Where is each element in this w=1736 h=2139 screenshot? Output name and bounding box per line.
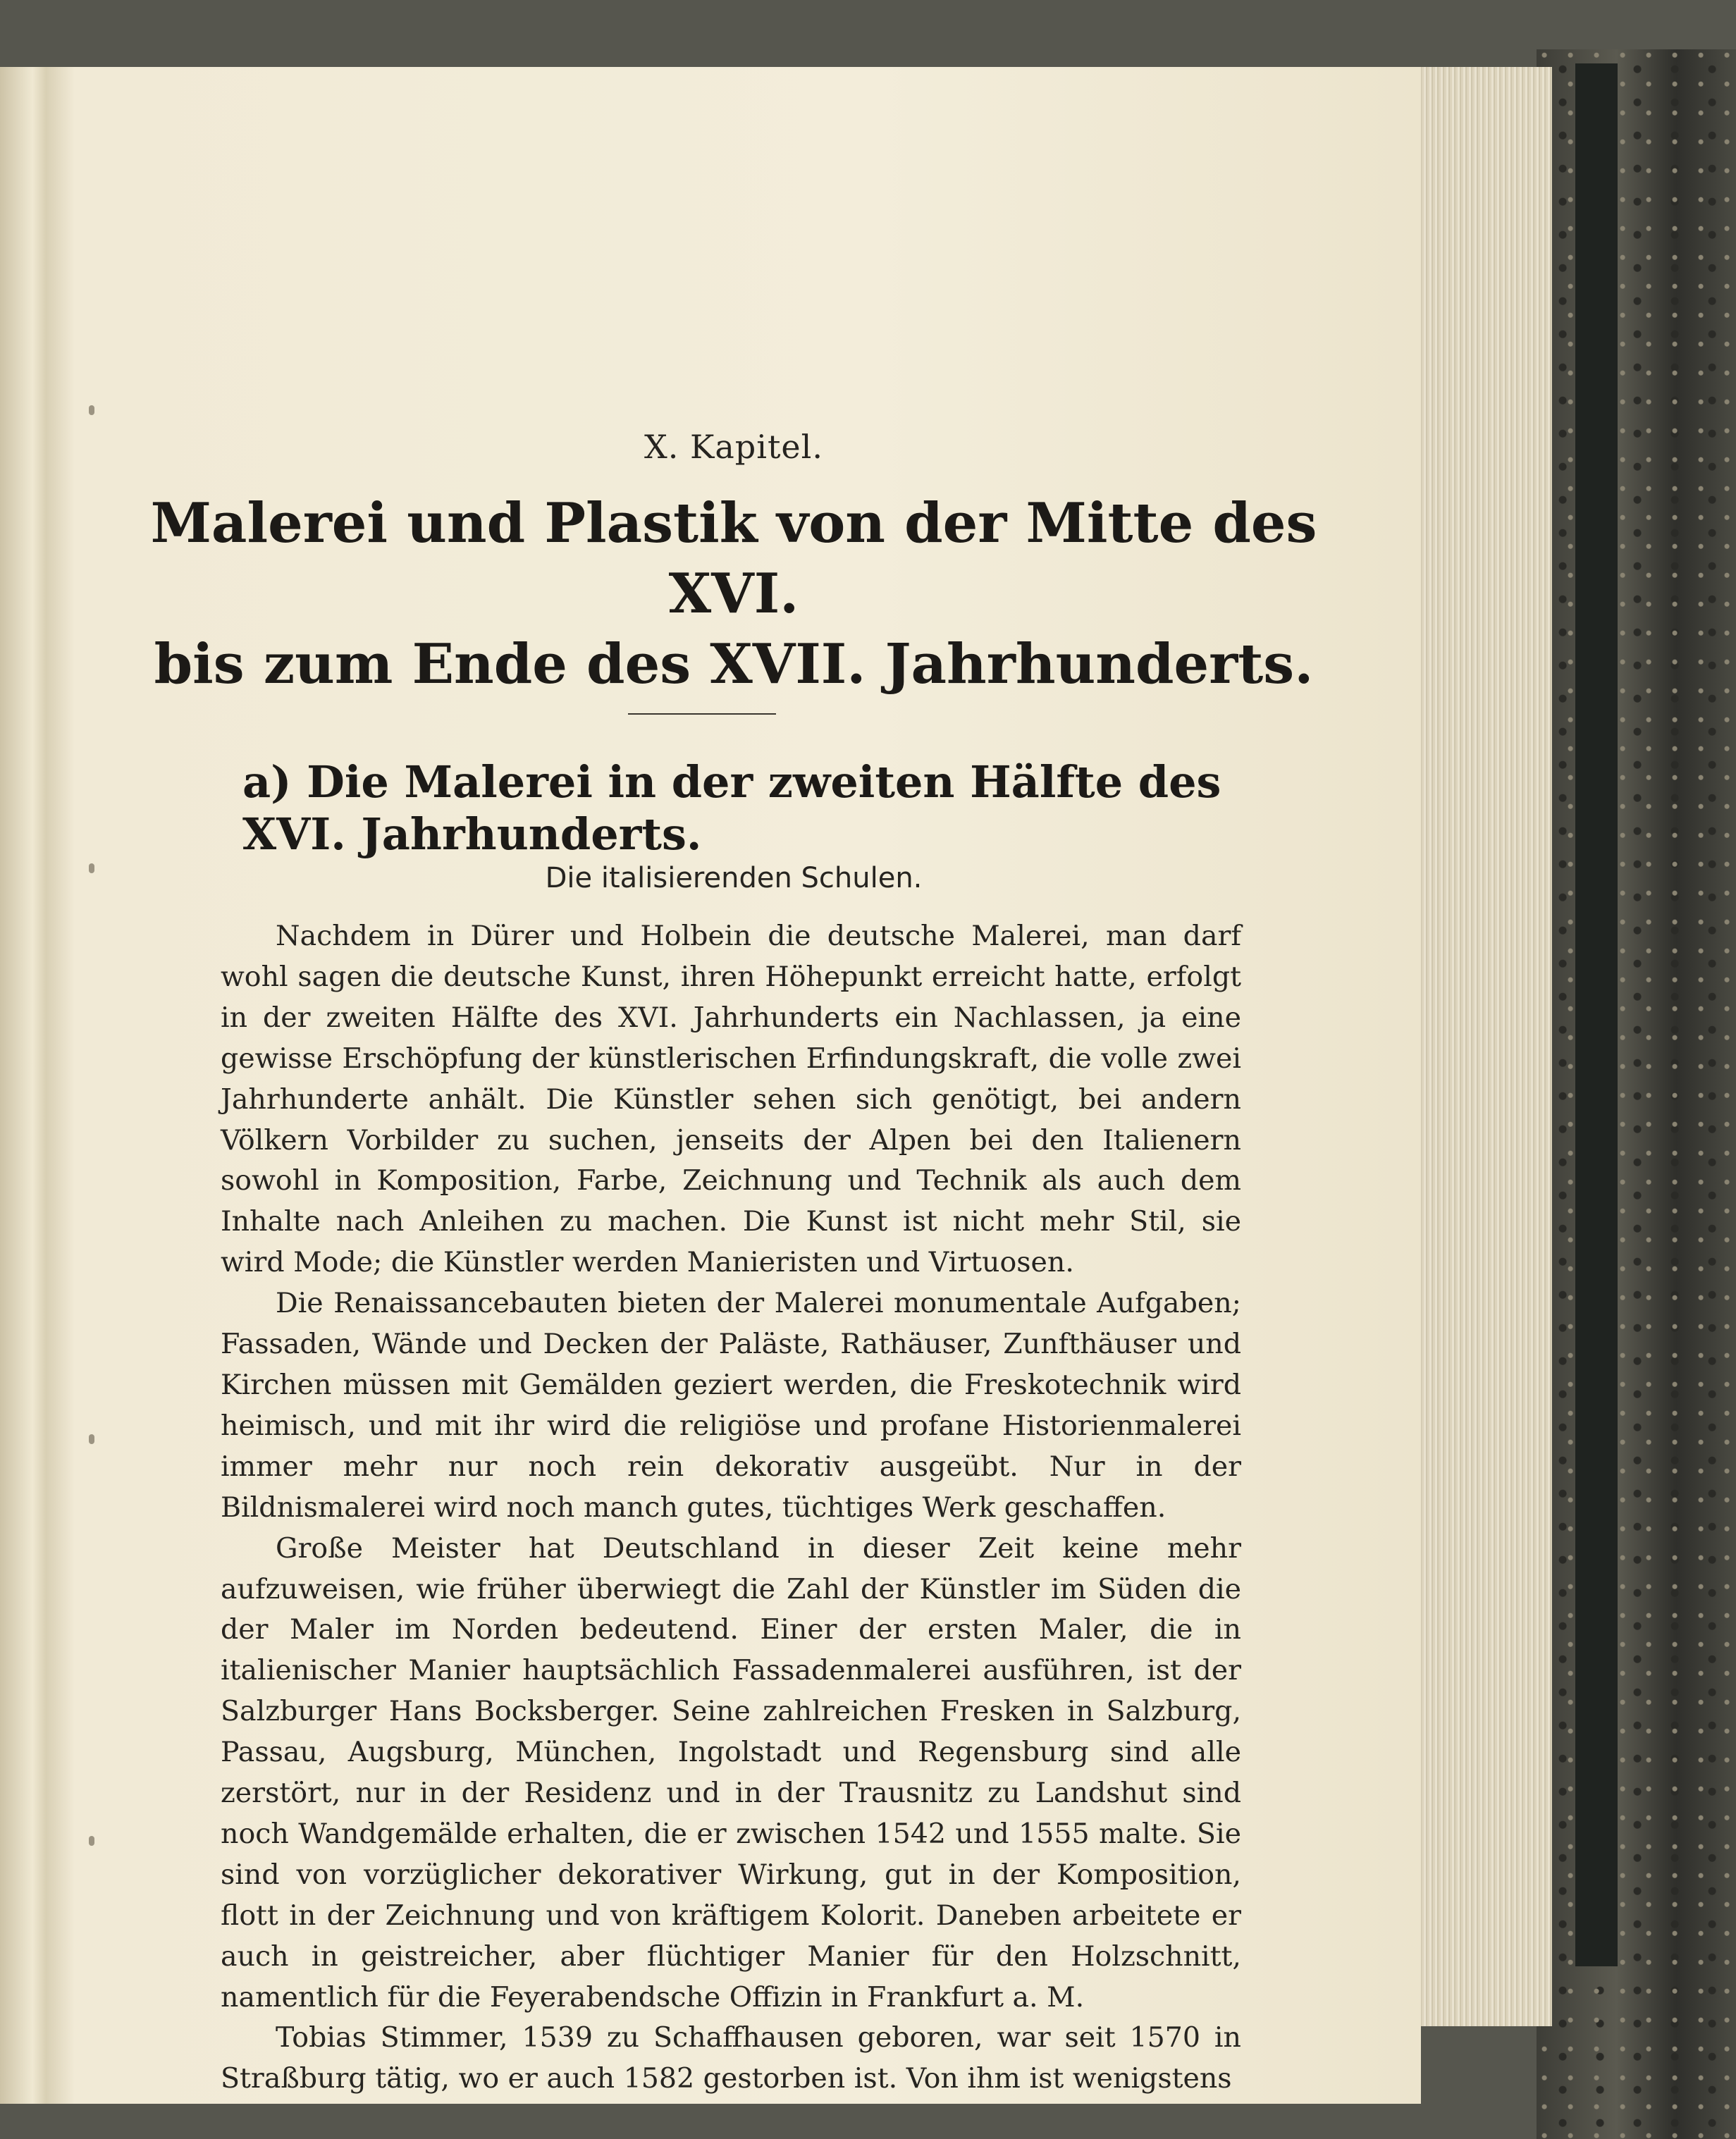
facing-page-edge: [0, 67, 47, 2104]
book-page: [47, 67, 1421, 2104]
chapter-title-line-1: Malerei und Plastik von der Mitte des XVI.: [150, 491, 1317, 626]
paragraph: Tobias Stimmer, 1539 zu Schaffhausen geboren, war seit 1570 in Straßburg tätig, wo er auch 1582 gestorben ist. Von ihm ist wenigstens: [221, 2021, 1241, 2095]
subsection-heading: Die italisierenden Schulen.: [545, 862, 923, 894]
title-divider: [628, 713, 776, 715]
paragraph: Nachdem in Dürer und Holbein die deutsche Malerei, man darf wohl sagen die deutsche Kunst, ihren Höhepunkt erreicht hatte, erfolgt in der zweiten Hälfte des XVI. Jahrhunderts ein Nachlassen, ja eine gewisse Erschöpfung der künstlerischen Erfindungskraft, die volle zwei Jahrhunderte anhält. Die Künstler sehen sich genötigt, bei andern Völkern Vorbilder zu suchen, jenseits der Alpen bei den Italienern sowohl in Komposition, Farbe, Zeichnung und Technik als auch dem Inhalte nach Anleihen zu machen. Die Kunst ist nicht mehr Stil, sie wird Mode; die Künstler werden Manieristen und Virtuosen.: [221, 920, 1241, 1279]
binding-hole: [89, 1836, 94, 1846]
paragraph: Große Meister hat Deutschland in dieser Zeit keine mehr aufzuweisen, wie früher überwiegt die Zahl der Künstler im Süden die der Maler im Norden bedeutend. Einer der ersten Maler, die in italienischer Manier hauptsächlich Fassadenmalerei ausführen, ist der Salzburger Hans Bocksberger. Seine zahlreichen Fresken in Salzburg, Passau, Augsburg, München, Ingolstadt und Regensburg sind alle zerstört, nur in der Residenz und in der Trausnitz zu Landshut sind noch Wandgemälde erhalten, die er zwischen 1542 und 1555 malte. Sie sind von vorzüglicher dekorativer Wirkung, gut in der Komposition, flott in der Zeichnung und von kräftigem Kolorit. Daneben arbeitete er auch in geistreicher, aber flüchtiger Manier für den Holzschnitt, namentlich für die Feyerabendsche Offizin in Frankfurt a. M.: [221, 1531, 1241, 2014]
body-text: [221, 916, 1241, 2100]
book-cover-board: [1537, 49, 1736, 2139]
book-spine: [1575, 63, 1618, 1966]
chapter-heading: X. Kapitel.: [644, 428, 823, 466]
page-edges: [1417, 67, 1552, 2026]
binding-hole: [89, 405, 94, 415]
chapter-title-line-2: bis zum Ende des XVII. Jahrhunderts.: [154, 632, 1314, 696]
paragraph: Die Renaissancebauten bieten der Malerei monumentale Aufgaben; Fassaden, Wände und Decken der Paläste, Rathäuser, Zunfthäuser und Kirchen müssen mit Gemälden geziert werden, die Freskotechnik wird heimisch, und mit ihr wird die religiöse und profane Historienmalerei immer mehr nur noch rein dekorativ ausgeübt. Nur in der Bildnismalerei wird noch manch gutes, tüchtiges Werk geschaffen.: [221, 1287, 1241, 1524]
chapter-title: [117, 488, 1350, 700]
section-heading: a) Die Malerei in der zweiten Hälfte des XVI. Jahrhunderts.: [242, 756, 1221, 860]
binding-hole: [89, 1434, 94, 1444]
binding-hole: [89, 863, 94, 873]
